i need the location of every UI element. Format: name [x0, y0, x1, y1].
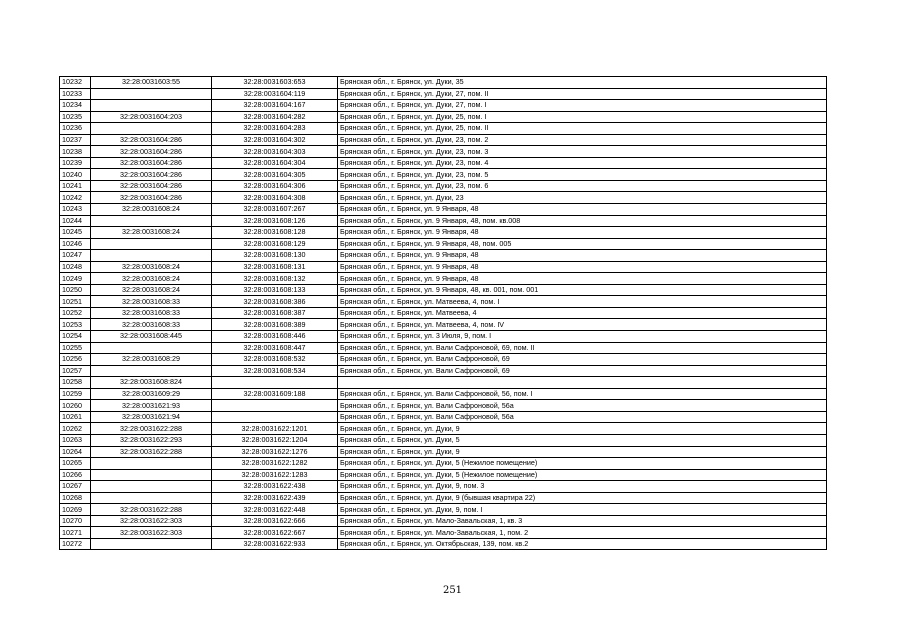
table-row — [60, 319, 827, 331]
table-row — [60, 180, 827, 192]
row-number-cell: 10235 — [60, 111, 91, 123]
address-cell: Брянская обл., г. Брянск, ул. Дуки, 9 — [338, 446, 827, 458]
table-row — [60, 504, 827, 516]
parent-cadastral-cell: 32:28:0031608:33 — [91, 296, 212, 308]
parent-cadastral-cell — [91, 88, 212, 100]
table-row — [60, 77, 827, 89]
table-row — [60, 342, 827, 354]
parent-cadastral-cell — [91, 481, 212, 493]
table-row — [60, 111, 827, 123]
cadastral-number-cell: 32:28:0031622:448 — [212, 504, 338, 516]
address-cell: Брянская обл., г. Брянск, ул. Вали Сафроновой, 56а — [338, 411, 827, 423]
parent-cadastral-cell: 32:28:0031622:288 — [91, 423, 212, 435]
parent-cadastral-cell: 32:28:0031604:286 — [91, 192, 212, 204]
table-row — [60, 423, 827, 435]
address-cell: Брянская обл., г. Брянск, ул. Дуки, 23, пом. 5 — [338, 169, 827, 181]
row-number-cell: 10237 — [60, 134, 91, 146]
parent-cadastral-cell — [91, 250, 212, 262]
cadastral-number-cell: 32:28:0031622:1204 — [212, 434, 338, 446]
table-row — [60, 481, 827, 493]
cadastral-number-cell: 32:28:0031604:304 — [212, 157, 338, 169]
address-cell: Брянская обл., г. Брянск, ул. 9 Января, 48 — [338, 227, 827, 239]
table-row — [60, 307, 827, 319]
row-number-cell: 10264 — [60, 446, 91, 458]
cadastral-number-cell: 32:28:0031622:933 — [212, 538, 338, 550]
address-cell: Брянская обл., г. Брянск, ул. Дуки, 27, пом. I — [338, 100, 827, 112]
row-number-cell: 10271 — [60, 527, 91, 539]
table-row — [60, 146, 827, 158]
table-row — [60, 296, 827, 308]
cadastral-number-cell: 32:28:0031608:132 — [212, 273, 338, 285]
table-row — [60, 250, 827, 262]
row-number-cell: 10260 — [60, 400, 91, 412]
address-cell: Брянская обл., г. Брянск, ул. 9 Января, 48, кв. 001, пом. 001 — [338, 284, 827, 296]
table-row — [60, 365, 827, 377]
cadastral-number-cell: 32:28:0031622:666 — [212, 515, 338, 527]
address-cell: Брянская обл., г. Брянск, ул. Октябрьская, 139, пом. кв.2 — [338, 538, 827, 550]
row-number-cell: 10234 — [60, 100, 91, 112]
parent-cadastral-cell: 32:28:0031604:286 — [91, 169, 212, 181]
parent-cadastral-cell: 32:28:0031622:303 — [91, 515, 212, 527]
row-number-cell: 10270 — [60, 515, 91, 527]
cadastral-number-cell: 32:28:0031607:267 — [212, 204, 338, 216]
address-cell: Брянская обл., г. Брянск, ул. Дуки, 9, пом. I — [338, 504, 827, 516]
parent-cadastral-cell: 32:28:0031608:824 — [91, 377, 212, 389]
table-row — [60, 284, 827, 296]
cadastral-number-cell: 32:28:0031604:282 — [212, 111, 338, 123]
row-number-cell: 10243 — [60, 204, 91, 216]
cadastral-number-cell: 32:28:0031604:305 — [212, 169, 338, 181]
cadastral-number-cell: 32:28:0031604:167 — [212, 100, 338, 112]
address-cell: Брянская обл., г. Брянск, ул. Вали Сафроновой, 56, пом. I — [338, 388, 827, 400]
row-number-cell: 10246 — [60, 238, 91, 250]
cadastral-number-cell: 32:28:0031604:119 — [212, 88, 338, 100]
cadastral-number-cell: 32:28:0031622:667 — [212, 527, 338, 539]
table-row — [60, 377, 827, 389]
row-number-cell: 10249 — [60, 273, 91, 285]
cadastral-number-cell: 32:28:0031608:532 — [212, 354, 338, 366]
table-row — [60, 192, 827, 204]
row-number-cell: 10259 — [60, 388, 91, 400]
row-number-cell: 10257 — [60, 365, 91, 377]
row-number-cell: 10245 — [60, 227, 91, 239]
table-row — [60, 515, 827, 527]
address-cell: Брянская обл., г. Брянск, ул. Мало-Завальская, 1, кв. 3 — [338, 515, 827, 527]
table-row — [60, 400, 827, 412]
row-number-cell: 10272 — [60, 538, 91, 550]
cadastral-number-cell — [212, 411, 338, 423]
cadastral-number-cell — [212, 400, 338, 412]
address-cell: Брянская обл., г. Брянск, ул. Дуки, 23 — [338, 192, 827, 204]
address-cell: Брянская обл., г. Брянск, ул. Дуки, 35 — [338, 77, 827, 89]
cadastral-number-cell: 32:28:0031608:387 — [212, 307, 338, 319]
cadastral-number-cell: 32:28:0031608:389 — [212, 319, 338, 331]
parent-cadastral-cell: 32:28:0031603:55 — [91, 77, 212, 89]
row-number-cell: 10233 — [60, 88, 91, 100]
cadastral-number-cell: 32:28:0031604:302 — [212, 134, 338, 146]
row-number-cell: 10232 — [60, 77, 91, 89]
address-cell: Брянская обл., г. Брянск, ул. Дуки, 5 — [338, 434, 827, 446]
table-row — [60, 354, 827, 366]
row-number-cell: 10250 — [60, 284, 91, 296]
address-cell: Брянская обл., г. Брянск, ул. Вали Сафроновой, 69 — [338, 365, 827, 377]
address-cell: Брянская обл., г. Брянск, ул. Дуки, 23, пом. 4 — [338, 157, 827, 169]
parent-cadastral-cell — [91, 342, 212, 354]
table-row — [60, 469, 827, 481]
cadastral-number-cell: 32:28:0031608:129 — [212, 238, 338, 250]
row-number-cell: 10269 — [60, 504, 91, 516]
table-row — [60, 458, 827, 470]
row-number-cell: 10253 — [60, 319, 91, 331]
table-row — [60, 169, 827, 181]
table-row — [60, 134, 827, 146]
row-number-cell: 10256 — [60, 354, 91, 366]
address-cell: Брянская обл., г. Брянск, ул. Вали Сафроновой, 56а — [338, 400, 827, 412]
address-cell: Брянская обл., г. Брянск, ул. Матвеева, 4 — [338, 307, 827, 319]
cadastral-number-cell: 32:28:0031622:1201 — [212, 423, 338, 435]
address-cell: Брянская обл., г. Брянск, ул. 3 Июля, 9, пом. I — [338, 331, 827, 343]
parent-cadastral-cell: 32:28:0031621:93 — [91, 400, 212, 412]
address-cell: Брянская обл., г. Брянск, ул. Дуки, 23, пом. 6 — [338, 180, 827, 192]
cadastral-number-cell: 32:28:0031608:446 — [212, 331, 338, 343]
address-cell: Брянская обл., г. Брянск, ул. Мало-Завальская, 1, пом. 2 — [338, 527, 827, 539]
address-cell: Брянская обл., г. Брянск, ул. 9 Января, 48, пом. 005 — [338, 238, 827, 250]
address-cell: Брянская обл., г. Брянск, ул. Дуки, 9 (бывшая квартира 22) — [338, 492, 827, 504]
parent-cadastral-cell — [91, 458, 212, 470]
parent-cadastral-cell: 32:28:0031604:203 — [91, 111, 212, 123]
parent-cadastral-cell — [91, 238, 212, 250]
parent-cadastral-cell — [91, 123, 212, 135]
parent-cadastral-cell — [91, 469, 212, 481]
cadastral-number-cell: 32:28:0031609:188 — [212, 388, 338, 400]
row-number-cell: 10252 — [60, 307, 91, 319]
address-cell: Брянская обл., г. Брянск, ул. Дуки, 27, пом. II — [338, 88, 827, 100]
row-number-cell: 10265 — [60, 458, 91, 470]
cadastral-number-cell: 32:28:0031604:283 — [212, 123, 338, 135]
address-cell: Брянская обл., г. Брянск, ул. Дуки, 25, пом. II — [338, 123, 827, 135]
row-number-cell: 10262 — [60, 423, 91, 435]
table-row — [60, 388, 827, 400]
parent-cadastral-cell: 32:28:0031608:445 — [91, 331, 212, 343]
cadastral-number-cell: 32:28:0031608:126 — [212, 215, 338, 227]
row-number-cell: 10247 — [60, 250, 91, 262]
cadastral-number-cell: 32:28:0031608:131 — [212, 261, 338, 273]
cadastral-number-cell: 32:28:0031608:534 — [212, 365, 338, 377]
table-row — [60, 492, 827, 504]
cadastral-number-cell: 32:28:0031622:438 — [212, 481, 338, 493]
row-number-cell: 10268 — [60, 492, 91, 504]
table-row — [60, 227, 827, 239]
row-number-cell: 10244 — [60, 215, 91, 227]
parent-cadastral-cell: 32:28:0031604:286 — [91, 157, 212, 169]
address-cell — [338, 377, 827, 389]
row-number-cell: 10239 — [60, 157, 91, 169]
row-number-cell: 10261 — [60, 411, 91, 423]
table-row — [60, 331, 827, 343]
parent-cadastral-cell: 32:28:0031622:303 — [91, 527, 212, 539]
row-number-cell: 10251 — [60, 296, 91, 308]
cadastral-number-cell: 32:28:0031603:653 — [212, 77, 338, 89]
address-cell: Брянская обл., г. Брянск, ул. Вали Сафроновой, 69 — [338, 354, 827, 366]
address-cell: Брянская обл., г. Брянск, ул. Дуки, 5 (Нежилое помещение) — [338, 469, 827, 481]
parent-cadastral-cell: 32:28:0031622:293 — [91, 434, 212, 446]
parent-cadastral-cell: 32:28:0031608:24 — [91, 261, 212, 273]
address-cell: Брянская обл., г. Брянск, ул. 9 Января, 48 — [338, 250, 827, 262]
cadastral-number-cell — [212, 377, 338, 389]
parent-cadastral-cell — [91, 492, 212, 504]
cadastral-number-cell: 32:28:0031608:130 — [212, 250, 338, 262]
address-cell: Брянская обл., г. Брянск, ул. Дуки, 23, пом. 2 — [338, 134, 827, 146]
parent-cadastral-cell: 32:28:0031608:33 — [91, 319, 212, 331]
table-row — [60, 204, 827, 216]
table-row — [60, 538, 827, 550]
parent-cadastral-cell: 32:28:0031608:24 — [91, 273, 212, 285]
row-number-cell: 10248 — [60, 261, 91, 273]
cadastral-number-cell: 32:28:0031604:303 — [212, 146, 338, 158]
table-row — [60, 434, 827, 446]
parent-cadastral-cell — [91, 215, 212, 227]
row-number-cell: 10266 — [60, 469, 91, 481]
cadastral-number-cell: 32:28:0031608:133 — [212, 284, 338, 296]
row-number-cell: 10241 — [60, 180, 91, 192]
address-cell: Брянская обл., г. Брянск, ул. Дуки, 25, пом. I — [338, 111, 827, 123]
parent-cadastral-cell: 32:28:0031604:286 — [91, 180, 212, 192]
parent-cadastral-cell: 32:28:0031608:24 — [91, 227, 212, 239]
cadastral-number-cell: 32:28:0031608:128 — [212, 227, 338, 239]
parent-cadastral-cell: 32:28:0031608:29 — [91, 354, 212, 366]
parent-cadastral-cell: 32:28:0031604:286 — [91, 134, 212, 146]
parent-cadastral-cell: 32:28:0031608:24 — [91, 204, 212, 216]
cadastral-number-cell: 32:28:0031622:1283 — [212, 469, 338, 481]
parent-cadastral-cell — [91, 538, 212, 550]
cadastral-number-cell: 32:28:0031622:1282 — [212, 458, 338, 470]
parent-cadastral-cell: 32:28:0031622:288 — [91, 446, 212, 458]
parent-cadastral-cell: 32:28:0031608:24 — [91, 284, 212, 296]
table-row — [60, 527, 827, 539]
cadastral-number-cell: 32:28:0031608:447 — [212, 342, 338, 354]
parent-cadastral-cell: 32:28:0031608:33 — [91, 307, 212, 319]
row-number-cell: 10238 — [60, 146, 91, 158]
row-number-cell: 10255 — [60, 342, 91, 354]
address-cell: Брянская обл., г. Брянск, ул. Дуки, 9 — [338, 423, 827, 435]
registry-table — [59, 76, 827, 550]
address-cell: Брянская обл., г. Брянск, ул. 9 Января, 48 — [338, 261, 827, 273]
row-number-cell: 10267 — [60, 481, 91, 493]
parent-cadastral-cell: 32:28:0031621:94 — [91, 411, 212, 423]
address-cell: Брянская обл., г. Брянск, ул. Матвеева, 4, пом. I — [338, 296, 827, 308]
address-cell: Брянская обл., г. Брянск, ул. Матвеева, 4, пом. IV — [338, 319, 827, 331]
row-number-cell: 10242 — [60, 192, 91, 204]
table-row — [60, 100, 827, 112]
address-cell: Брянская обл., г. Брянск, ул. Дуки, 5 (Нежилое помещение) — [338, 458, 827, 470]
parent-cadastral-cell: 32:28:0031604:286 — [91, 146, 212, 158]
table-row — [60, 88, 827, 100]
parent-cadastral-cell — [91, 365, 212, 377]
table-row — [60, 446, 827, 458]
parent-cadastral-cell: 32:28:0031622:288 — [91, 504, 212, 516]
cadastral-number-cell: 32:28:0031622:1276 — [212, 446, 338, 458]
address-cell: Брянская обл., г. Брянск, ул. 9 Января, 48, пом. кв.008 — [338, 215, 827, 227]
row-number-cell: 10258 — [60, 377, 91, 389]
table-row — [60, 215, 827, 227]
table-row — [60, 157, 827, 169]
address-cell: Брянская обл., г. Брянск, ул. 9 Января, 48 — [338, 273, 827, 285]
cadastral-number-cell: 32:28:0031608:386 — [212, 296, 338, 308]
parent-cadastral-cell — [91, 100, 212, 112]
address-cell: Брянская обл., г. Брянск, ул. Дуки, 23, пом. 3 — [338, 146, 827, 158]
row-number-cell: 10236 — [60, 123, 91, 135]
table-row — [60, 261, 827, 273]
table-row — [60, 411, 827, 423]
table-row — [60, 238, 827, 250]
address-cell: Брянская обл., г. Брянск, ул. 9 Января, 48 — [338, 204, 827, 216]
row-number-cell: 10240 — [60, 169, 91, 181]
parent-cadastral-cell: 32:28:0031609:29 — [91, 388, 212, 400]
cadastral-number-cell: 32:28:0031604:308 — [212, 192, 338, 204]
cadastral-number-cell: 32:28:0031622:439 — [212, 492, 338, 504]
row-number-cell: 10254 — [60, 331, 91, 343]
address-cell: Брянская обл., г. Брянск, ул. Дуки, 9, пом. 3 — [338, 481, 827, 493]
table-row — [60, 273, 827, 285]
row-number-cell: 10263 — [60, 434, 91, 446]
page-number: 251 — [442, 585, 463, 596]
cadastral-number-cell: 32:28:0031604:306 — [212, 180, 338, 192]
registry-table-body — [60, 77, 827, 550]
address-cell: Брянская обл., г. Брянск, ул. Вали Сафроновой, 69, пом. II — [338, 342, 827, 354]
table-row — [60, 123, 827, 135]
